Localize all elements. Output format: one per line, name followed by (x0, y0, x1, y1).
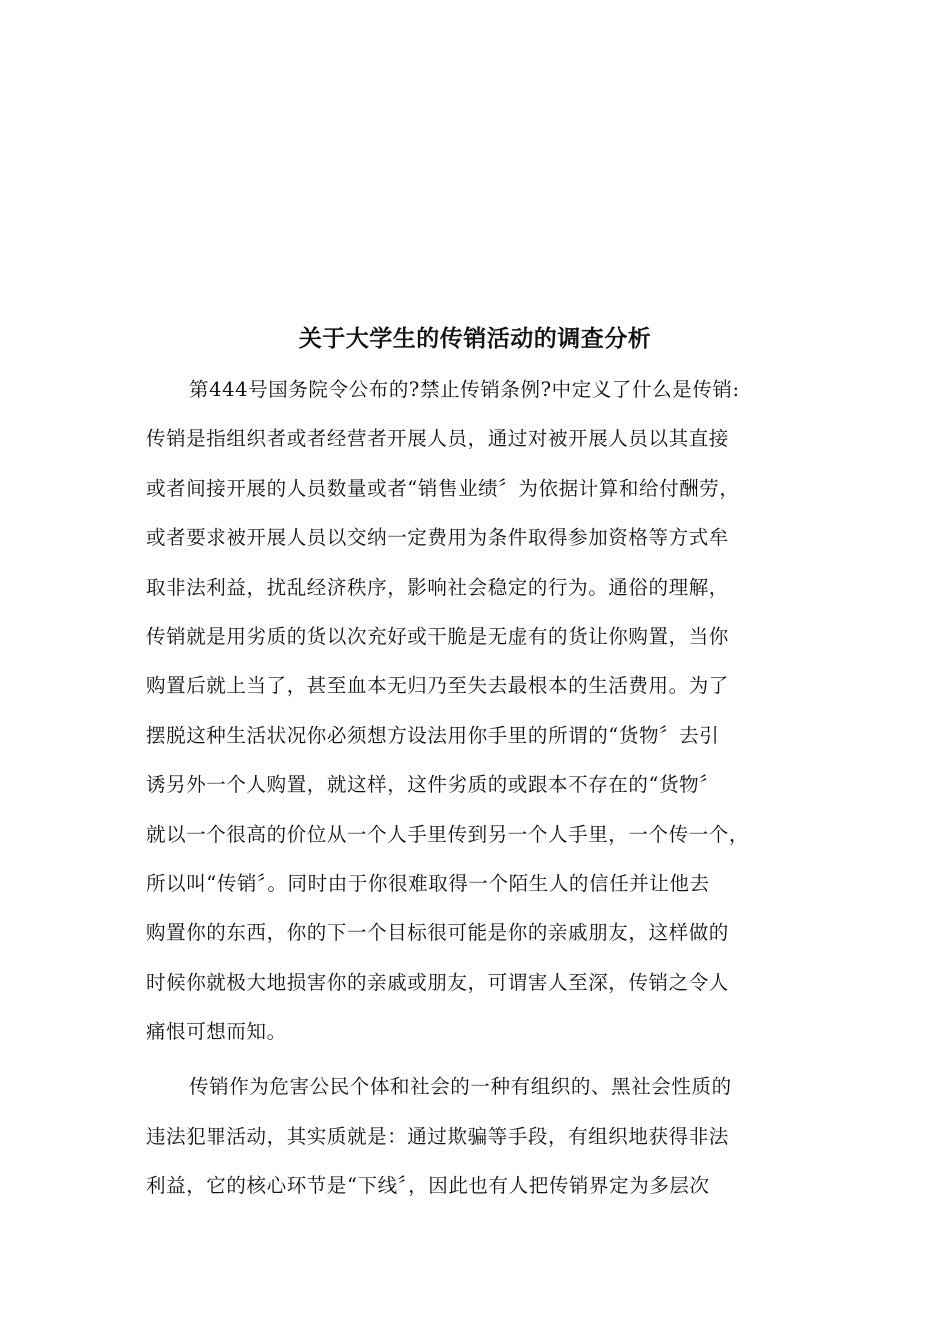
text-line: 或者间接开展的人员数量或者“销售业绩〞为依据计算和给付酬劳， (146, 476, 740, 500)
text-line: 违法犯罪活动，其实质就是：通过欺骗等手段，有组织地获得非法 (146, 1124, 729, 1148)
text-line: 就以一个很高的价位从一个人手里传到另一个人手里，一个传一个， (146, 822, 750, 846)
document-body (146, 373, 806, 1219)
document-title: 关于大学生的传销活动的调查分析 (298, 326, 652, 352)
text-line: 传销就是用劣质的货以次充好或干脆是无虚有的货让你购置，当你 (146, 624, 729, 648)
text-line: 诱另外一个人购置，就这样，这件劣质的或跟本不存在的“货物〞 (146, 773, 720, 797)
text-line: 利益，它的核心环节是“下线〞，因此也有人把传销界定为多层次 (146, 1174, 710, 1198)
paragraph (146, 373, 806, 1064)
paragraph (146, 1070, 806, 1218)
text-line: 传销是指组织者或者经营者开展人员，通过对被开展人员以其直接 (146, 427, 729, 451)
text-line: 痛恨可想而知。 (146, 1020, 287, 1044)
text-line: 摆脱这种生活状况你必须想方设法用你手里的所谓的“货物〞去引 (146, 723, 720, 747)
text-line: 或者要求被开展人员以交纳一定费用为条件取得参加资格等方式牟 (146, 526, 729, 550)
text-line: 取非法利益，扰乱经济秩序，影响社会稳定的行为。通俗的理解， (146, 575, 729, 599)
text-line: 购置后就上当了，甚至血本无归乃至失去最根本的生活费用。为了 (146, 674, 729, 698)
text-line: 第444号国务院令公布的?禁止传销条例?中定义了什么是传销: (189, 378, 740, 401)
text-line: 所以叫“传销〞。同时由于你很难取得一个陌生人的信任并让他去 (146, 871, 710, 895)
text-line: 传销作为危害公民个体和社会的一种有组织的、黑社会性质的 (189, 1075, 732, 1099)
text-line: 购置你的东西，你的下一个目标很可能是你的亲戚朋友，这样做的 (146, 921, 729, 945)
text-line: 时候你就极大地损害你的亲戚或朋友，可谓害人至深，传销之令人 (146, 970, 729, 994)
